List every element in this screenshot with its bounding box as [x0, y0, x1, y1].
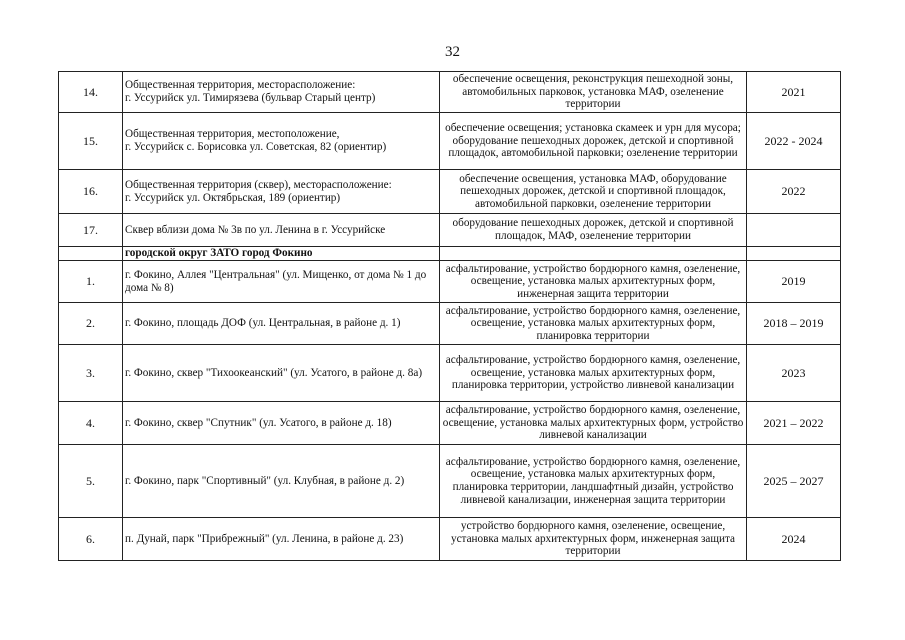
years-cell [747, 214, 841, 247]
location-cell: Сквер вблизи дома № 3в по ул. Ленина в г. Уссурийске [123, 214, 440, 247]
years-cell: 2022 [747, 170, 841, 214]
years-cell: 2018 – 2019 [747, 303, 841, 345]
location-cell: г. Фокино, площадь ДОФ (ул. Центральная, в районе д. 1) [123, 303, 440, 345]
location-cell: г. Фокино, сквер "Тихоокеанский" (ул. Усатого, в районе д. 8а) [123, 345, 440, 402]
table-row [59, 214, 841, 247]
years-cell: 2021 – 2022 [747, 402, 841, 445]
location-cell: г. Фокино, сквер "Спутник" (ул. Усатого, в районе д. 18) [123, 402, 440, 445]
table-row [59, 261, 841, 303]
years-cell: 2019 [747, 261, 841, 303]
works-cell: асфальтирование, устройство бордюрного камня, озеленение, освещение, установка малых архитектурных форм, инженерная защита территории [440, 261, 747, 303]
works-cell: устройство бордюрного камня, озеленение, освещение, установка малых архитектурных форм, инженерная защита территории [440, 518, 747, 561]
table-row [59, 345, 841, 402]
row-number: 6. [59, 518, 123, 561]
row-number: 5. [59, 445, 123, 518]
location-cell: г. Фокино, парк "Спортивный" (ул. Клубная, в районе д. 2) [123, 445, 440, 518]
section-row [59, 247, 841, 261]
location-cell: Общественная территория, месторасположение: г. Уссурийск ул. Тимирязева (бульвар Старый центр) [123, 72, 440, 113]
years-cell: 2025 – 2027 [747, 445, 841, 518]
row-number: 1. [59, 261, 123, 303]
location-cell: п. Дунай, парк "Прибрежный" (ул. Ленина, в районе д. 23) [123, 518, 440, 561]
row-number: 16. [59, 170, 123, 214]
table-row [59, 113, 841, 170]
works-cell: обеспечение освещения, установка МАФ, оборудование пешеходных дорожек, детской и спортивной площадок, автомобильной парковки, озеленение территории [440, 170, 747, 214]
table-row [59, 170, 841, 214]
territories-table [58, 71, 841, 561]
years-cell: 2022 - 2024 [747, 113, 841, 170]
table-row [59, 402, 841, 445]
row-number: 15. [59, 113, 123, 170]
page-number: 32 [445, 44, 460, 60]
row-number: 2. [59, 303, 123, 345]
works-cell: обеспечение освещения; установка скамеек и урн для мусора; оборудование пешеходных дорожек, детской и спортивной площадок, автомобильной парковки; озеленение территории [440, 113, 747, 170]
row-number: 4. [59, 402, 123, 445]
works-cell: асфальтирование, устройство бордюрного камня, озеленение, освещение, установка малых архитектурных форм, планировка территории, устройство ливневой канализации [440, 345, 747, 402]
row-number: 3. [59, 345, 123, 402]
location-cell: г. Фокино, Аллея "Центральная" (ул. Мищенко, от дома № 1 до дома № 8) [123, 261, 440, 303]
location-cell: Общественная территория, местоположение, г. Уссурийск с. Борисовка ул. Советская, 82 (ориентир) [123, 113, 440, 170]
row-number: 14. [59, 72, 123, 113]
works-cell: асфальтирование, устройство бордюрного камня, озеленение, освещение, установка малых архитектурных форм, планировка территории, ландшафтный дизайн, устройство ливневой канализации, инженерная защита территории [440, 445, 747, 518]
works-cell: асфальтирование, устройство бордюрного камня, озеленение, освещение, установка малых архитектурных форм, устройство ливневой канализации [440, 402, 747, 445]
table-row [59, 303, 841, 345]
works-cell: оборудование пешеходных дорожек, детской и спортивной площадок, МАФ, озеленение территории [440, 214, 747, 247]
works-cell: асфальтирование, устройство бордюрного камня, озеленение, освещение, установка малых архитектурных форм, планировка территории [440, 303, 747, 345]
works-cell: обеспечение освещения, реконструкция пешеходной зоны, автомобильных парковок, установка МАФ, озеленение территории [440, 72, 747, 113]
years-cell: 2024 [747, 518, 841, 561]
row-number: 17. [59, 214, 123, 247]
years-cell: 2021 [747, 72, 841, 113]
table-row [59, 518, 841, 561]
section-title: городской округ ЗАТО город Фокино [123, 247, 440, 261]
table-row [59, 72, 841, 113]
location-cell: Общественная территория (сквер), месторасположение: г. Уссурийск ул. Октябрьская, 189 (ориентир) [123, 170, 440, 214]
table-row [59, 445, 841, 518]
years-cell: 2023 [747, 345, 841, 402]
